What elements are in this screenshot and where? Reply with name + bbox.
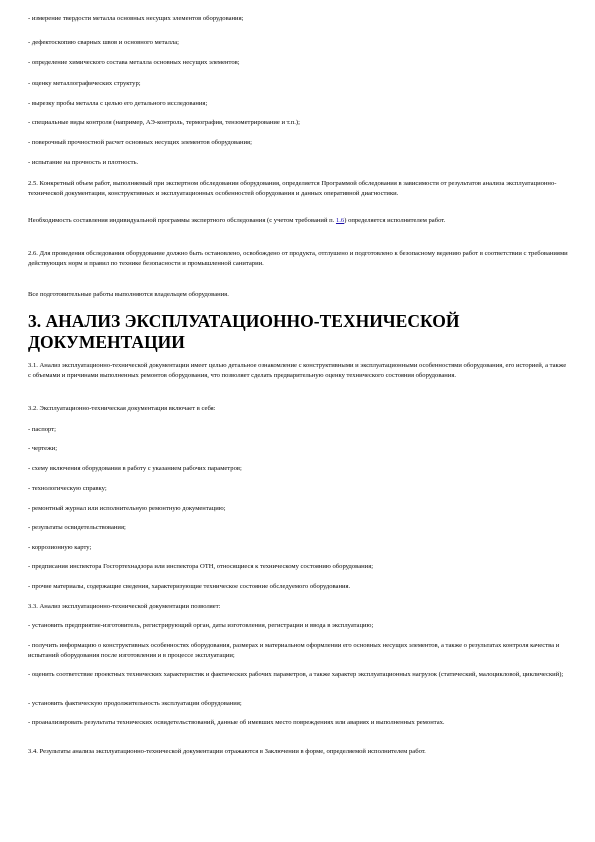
clause-link[interactable]: 1.6: [335, 217, 345, 224]
list-item: - дефектоскопию сварных швов и основного металла;: [28, 39, 179, 46]
paragraph-program-text-before: Необходимость составления индивидуальной программы экспертного обследования (с учетом требований п.: [28, 217, 336, 224]
paragraph-3-4: 3.4. Результаты анализа эксплуатационно-технической документации отражаются в Заключении в форме, определяемой исполнителем работ.: [28, 748, 426, 755]
list-item: - паспорт;: [28, 426, 56, 433]
list-item: - установить предприятие-изготовитель, регистрирующий орган, даты изготовления, регистрации и ввода в эксплуатацию;: [28, 622, 374, 629]
list-item: - специальные виды контроля (например, АЭ-контроль, термография, тензометрирование и т.п.);: [28, 119, 300, 126]
paragraph-3-2: 3.2. Эксплуатационно-техническая документация включает в себя:: [28, 405, 216, 412]
list-item: - проанализировать результаты технических освидетельствований, данные об имевших место повреждениях или авариях и выполненных ремонтах.: [28, 719, 445, 726]
paragraph-preparation: Все подготовительные работы выполняются владельцем оборудования.: [28, 291, 229, 298]
list-item: - результаты освидетельствования;: [28, 524, 126, 531]
paragraph-2-5: 2.5. Конкретный объем работ, выполняемый при экспертном обследовании оборудования, определяется Программой обследования в зависимости от результатов анализа эксплуатационно-технической документации, конструктивных и эксплуатационных особенностей оборудования и данных оперативной диагностики.: [28, 180, 557, 197]
list-item: - чертежи;: [28, 445, 58, 452]
list-item: - вырезку пробы металла с целью его детального исследования;: [28, 100, 208, 107]
list-item: - схему включения оборудования в работу с указанием рабочих параметров;: [28, 465, 242, 472]
list-item: - определение химического состава металла основных несущих элементов;: [28, 59, 240, 66]
list-item: - прочие материалы, содержащие сведения, характеризующие техническое состояние обследуемого оборудования.: [28, 583, 351, 590]
list-item: - ремонтный журнал или исполнительную ремонтную документацию;: [28, 505, 226, 512]
section-heading: 3. АНАЛИЗ ЭКСПЛУАТАЦИОННО-ТЕХНИЧЕСКОЙ ДОКУМЕНТАЦИИ: [28, 311, 460, 352]
list-item: - коррозионную карту;: [28, 544, 92, 551]
list-item: - измерение твердости металла основных несущих элементов оборудования;: [28, 15, 244, 22]
list-item: - поверочный прочностной расчет основных несущих элементов оборудования;: [28, 139, 252, 146]
paragraph-program-text-after: ) определяется исполнителем работ.: [344, 217, 446, 224]
list-item: - испытание на прочность и плотность.: [28, 159, 139, 166]
list-item: - установить фактическую продолжительность эксплуатации оборудования;: [28, 700, 242, 707]
list-item: - технологическую справку;: [28, 485, 107, 492]
list-item: - получить информацию о конструктивных особенностях оборудования, размерах и материальном оформлении его основных несущих элементов, а также о результатах контроля качества и испытаний оборудования после изготовления и в процессе эксплуатации;: [28, 642, 560, 659]
paragraph-3-3: 3.3. Анализ эксплуатационно-технической документации позволяет:: [28, 603, 221, 610]
list-item: - оценить соответствие проектных технических характеристик и фактических рабочих параметров, а также характер эксплуатационных нагрузок (статический, малоцикловой, циклический);: [28, 671, 564, 678]
paragraph-3-1: 3.1. Анализ эксплуатационно-технической документации имеет целью детальное ознакомление с конструктивными и эксплуатационными особенностями оборудования, его историей, а также с объемами и причинами выполненных ремонтов оборудования, что позволяет сделать предварительную оценку технического состояния оборудования.: [28, 362, 567, 379]
paragraph-2-6: 2.6. Для проведения обследования оборудование должно быть остановлено, освобождено от продукта, отглушено и подготовлено к безопасному ведению работ в соответствии с требованиями действующих норм и правил по технике безопасности и промышленной санитарии.: [28, 250, 568, 267]
list-item: - оценку металлографических структур;: [28, 80, 141, 87]
list-item: - предписания инспектора Госгортехнадзора или инспектора ОТН, относящиеся к техническому состоянию оборудования;: [28, 563, 374, 570]
paragraph-program: [28, 216, 568, 226]
